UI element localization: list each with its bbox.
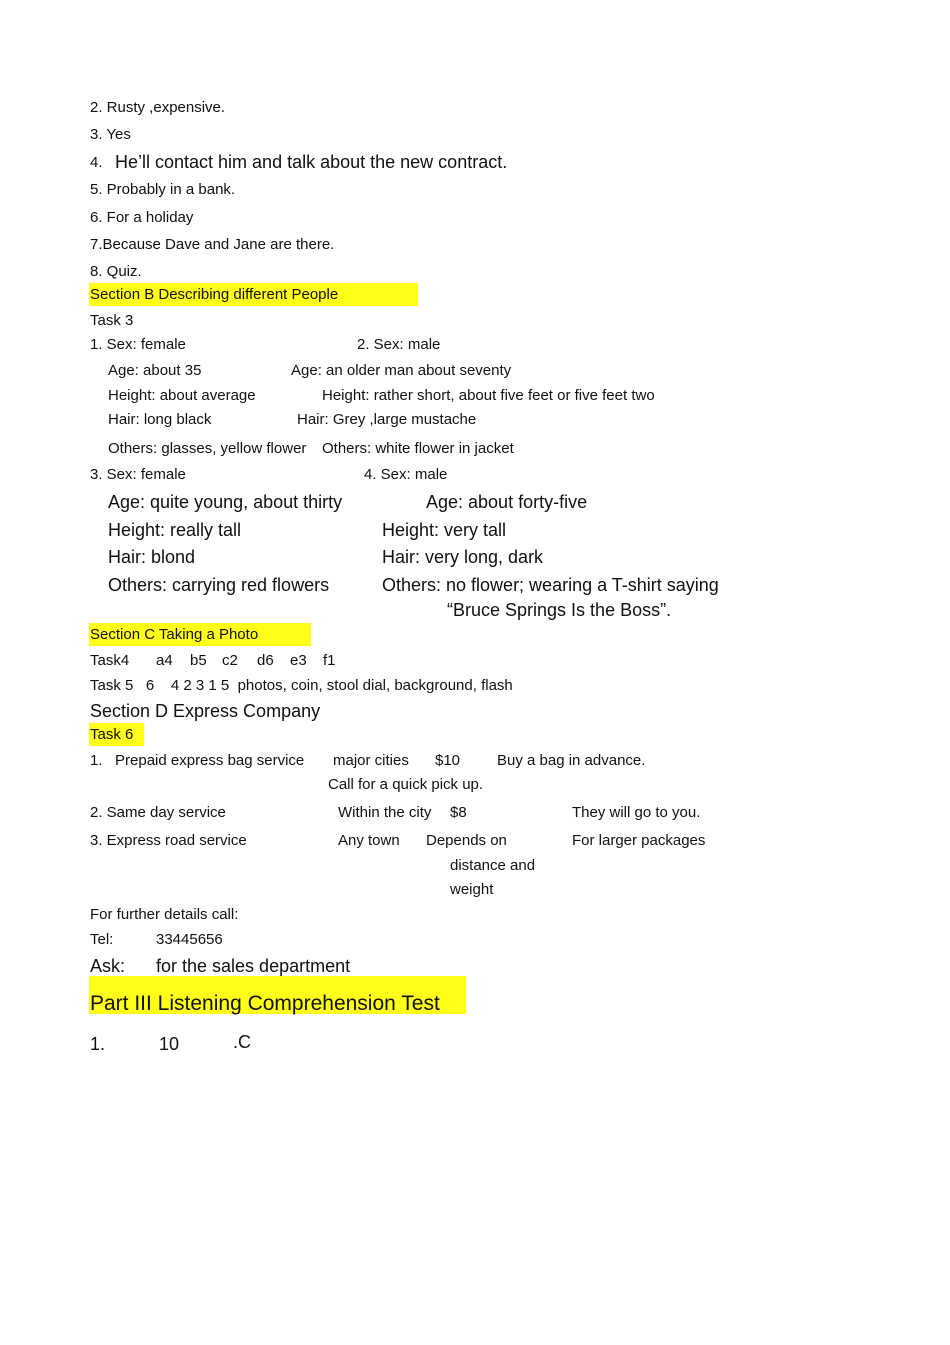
answer-4-number: 4. [90, 154, 103, 171]
person3-others: Others: carrying red flowers [108, 575, 330, 595]
answer-8: 8. Quiz. [90, 263, 142, 280]
tel-number: 33445656 [156, 931, 223, 948]
section-b-heading: Section B Describing different People [90, 286, 339, 303]
person4-height: Height: very tall [382, 520, 507, 540]
ask-label: Ask: [90, 956, 126, 976]
row3-note: For larger packages [572, 832, 706, 849]
row3-price-2: distance and [450, 857, 536, 874]
task4-answer-e: e3 [290, 652, 307, 669]
answer-6: 6. For a holiday [90, 209, 194, 226]
row2-note: They will go to you. [572, 804, 701, 821]
task4-label: Task4 [90, 652, 130, 669]
row1-price: $10 [435, 752, 461, 769]
person2-height: Height: rather short, about five feet or five feet two [322, 387, 655, 404]
task4-answer-d: d6 [257, 652, 274, 669]
answer-2: 2. Rusty ,expensive. [90, 99, 226, 116]
row2-area: Within the city [338, 804, 432, 821]
row3-area: Any town [338, 832, 400, 849]
person1-height: Height: about average [108, 387, 256, 404]
row1-area: major cities [333, 752, 409, 769]
part3-q1-number: 1. [90, 1034, 106, 1054]
details-line: For further details call: [90, 906, 239, 923]
row3-price: Depends on [426, 832, 507, 849]
task5-line: Task 5 6 4 2 3 1 5 photos, coin, stool dial, background, flash [90, 677, 513, 694]
person3-sex: 3. Sex: female [90, 466, 186, 483]
person4-others-quote: “Bruce Springs Is the Boss”. [447, 600, 672, 620]
person1-hair: Hair: long black [108, 411, 212, 428]
section-c-heading: Section C Taking a Photo [90, 626, 259, 643]
row3-price-3: weight [450, 881, 494, 898]
answer-5: 5. Probably in a bank. [90, 181, 236, 198]
person4-hair: Hair: very long, dark [382, 547, 544, 567]
part3-heading: Part III Listening Comprehension Test [90, 992, 440, 1015]
task4-answer-a: a4 [156, 652, 173, 669]
task6-label: Task 6 [90, 726, 134, 743]
part3-q1-count: 10 [159, 1034, 180, 1054]
person2-hair: Hair: Grey ,large mustache [297, 411, 477, 428]
person1-sex: 1. Sex: female [90, 336, 186, 353]
row1-note-2: Call for a quick pick up. [328, 776, 484, 793]
section-d-heading: Section D Express Company [90, 701, 321, 721]
person3-age: Age: quite young, about thirty [108, 492, 343, 512]
tel-label: Tel: [90, 931, 114, 948]
task3-label: Task 3 [90, 312, 134, 329]
row2-service: 2. Same day service [90, 804, 226, 821]
person2-sex: 2. Sex: male [357, 336, 441, 353]
row1-note: Buy a bag in advance. [497, 752, 646, 769]
answer-3: 3. Yes [90, 126, 131, 143]
person3-height: Height: really tall [108, 520, 242, 540]
answer-7: 7.Because Dave and Jane are there. [90, 236, 335, 253]
person3-hair: Hair: blond [108, 547, 196, 567]
task4-answer-f: f1 [323, 652, 336, 669]
person1-age: Age: about 35 [108, 362, 202, 379]
row2-price: $8 [450, 804, 467, 821]
part3-q1-answer: .C [233, 1032, 251, 1052]
person2-age: Age: an older man about seventy [291, 362, 512, 379]
answer-4-text: He’ll contact him and talk about the new contract. [115, 152, 508, 172]
person4-sex: 4. Sex: male [364, 466, 448, 483]
person1-others: Others: glasses, yellow flower [108, 440, 307, 457]
task4-answer-b: b5 [190, 652, 207, 669]
ask-text: for the sales department [156, 956, 351, 976]
person2-others: Others: white flower in jacket [322, 440, 514, 457]
task4-answer-c: c2 [222, 652, 238, 669]
person4-age: Age: about forty-five [426, 492, 588, 512]
row1-service: 1. Prepaid express bag service [90, 752, 305, 769]
row3-service: 3. Express road service [90, 832, 247, 849]
person4-others: Others: no flower; wearing a T-shirt saying [382, 575, 719, 595]
